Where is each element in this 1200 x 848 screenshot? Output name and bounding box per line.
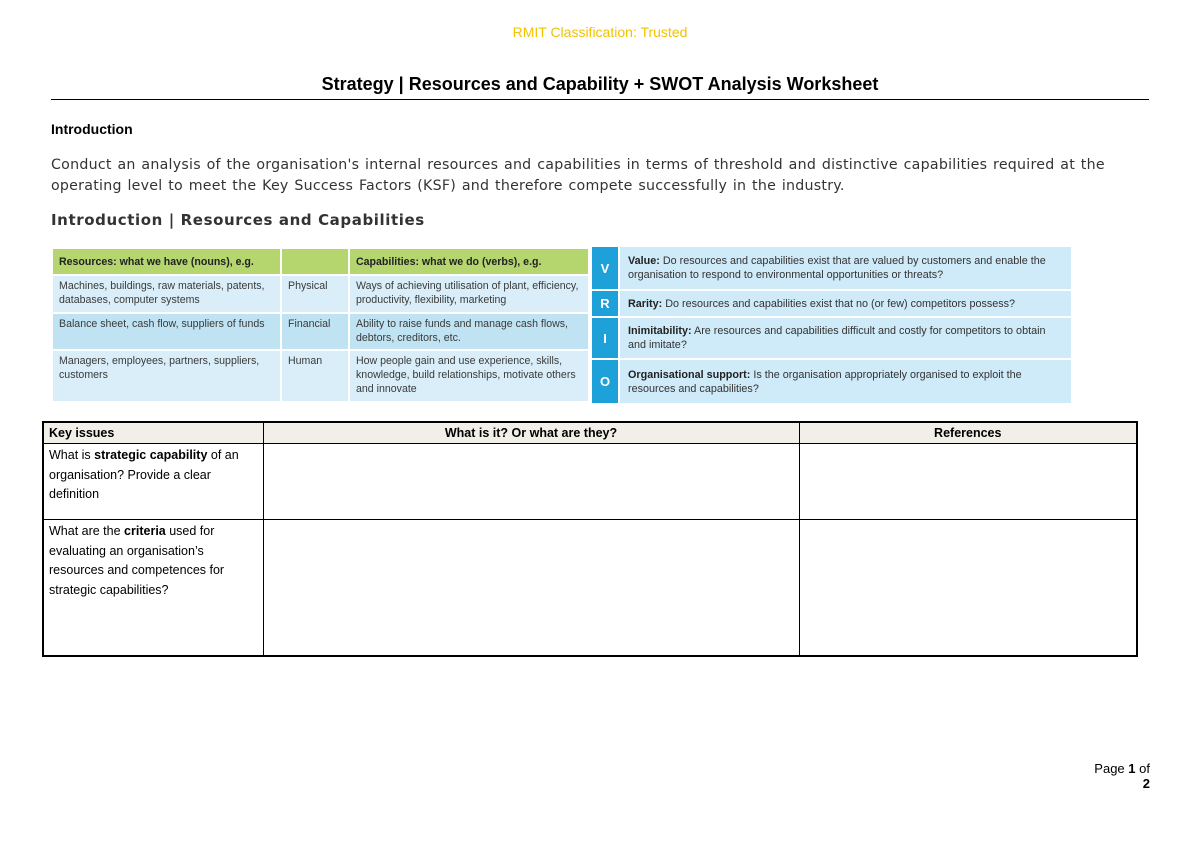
key-issues-header-row (43, 422, 1137, 444)
table-row (43, 444, 1137, 520)
key-issues-header: Key issues (43, 422, 263, 444)
vrio-term: Rarity: (628, 297, 663, 310)
rc-header-resources: Resources: what we have (nouns), e.g. (52, 248, 281, 275)
rc-type-cell: Physical (281, 275, 349, 313)
vrio-letter: I (592, 318, 618, 358)
key-issues-table (42, 421, 1138, 657)
key-issue-question: What is strategic capability of an organisation? Provide a clear definition (43, 444, 263, 520)
answer-cell[interactable] (263, 444, 799, 520)
rc-capability-cell: Ways of achieving utilisation of plant, efficiency, productivity, flexibility, marketing (349, 275, 589, 313)
answer-cell[interactable] (263, 520, 799, 656)
intro-heading: Introduction (51, 121, 133, 137)
vrio-text: Do resources and capabilities exist that no (or few) competitors possess? (665, 297, 1016, 310)
vrio-term: Organisational support: (628, 368, 751, 381)
rc-row-human (52, 350, 589, 402)
references-cell[interactable] (799, 520, 1137, 656)
vrio-letter: O (592, 360, 618, 403)
references-header: References (799, 422, 1137, 444)
vrio-row-inimitability (592, 318, 1071, 358)
vrio-row-value (592, 247, 1071, 289)
vrio-text: Are resources and capabilities difficult and costly for competitors to obtain and imitate? (628, 325, 1046, 351)
rc-header-capabilities: Capabilities: what we do (verbs), e.g. (349, 248, 589, 275)
rc-header-type (281, 248, 349, 275)
vrio-row-rarity (592, 291, 1071, 316)
classification-label: RMIT Classification: Trusted (512, 24, 688, 40)
vrio-description (620, 291, 1071, 316)
vrio-text: Do resources and capabilities exist that are valued by customers and enable the organisation to respond to environmental opportunities or threats? (628, 255, 1046, 281)
rc-type-cell: Human (281, 350, 349, 402)
page-number: Page 1 of 2 (1094, 761, 1150, 791)
rc-resource-cell: Machines, buildings, raw materials, patents, databases, computer systems (52, 275, 281, 313)
resources-capabilities-table (51, 247, 590, 403)
rc-row-physical (52, 275, 589, 313)
vrio-description (620, 318, 1071, 358)
rc-resource-cell: Balance sheet, cash flow, suppliers of funds (52, 313, 281, 350)
vrio-term: Inimitability: (628, 325, 692, 337)
rc-type-cell: Financial (281, 313, 349, 350)
vrio-letter: V (592, 247, 618, 289)
references-cell[interactable] (799, 444, 1137, 520)
what-is-it-header: What is it? Or what are they? (263, 422, 799, 444)
vrio-panel (592, 247, 1071, 403)
vrio-term: Value: (628, 255, 660, 267)
intro-paragraph: Conduct an analysis of the organisation's internal resources and capabilities in terms of threshold and distinctive capabilities required at the operating level to meet the Key Success Factors (KSF) and therefore compete successfully in the industry. (51, 157, 1105, 194)
rc-capability-cell: How people gain and use experience, skills, knowledge, build relationships, motivate others and innovate (349, 350, 589, 402)
resources-capabilities-heading: Introduction | Resources and Capabilities (51, 211, 425, 229)
vrio-letter: R (592, 291, 618, 316)
key-issue-question: What are the criteria used for evaluating an organisation’s resources and competences for strategic capabilities? (43, 520, 263, 656)
rc-row-financial (52, 313, 589, 350)
vrio-text: Is the organisation appropriately organised to exploit the resources and capabilities? (628, 368, 1022, 395)
vrio-row-organisation (592, 360, 1071, 403)
rc-header-row (52, 248, 589, 275)
title-divider (51, 99, 1149, 100)
document-title: Strategy | Resources and Capability + SWOT Analysis Worksheet (321, 74, 879, 94)
table-row (43, 520, 1137, 656)
vrio-description (620, 247, 1071, 289)
rc-resource-cell: Managers, employees, partners, suppliers, customers (52, 350, 281, 402)
vrio-description (620, 360, 1071, 403)
rc-capability-cell: Ability to raise funds and manage cash flows, debtors, creditors, etc. (349, 313, 589, 350)
